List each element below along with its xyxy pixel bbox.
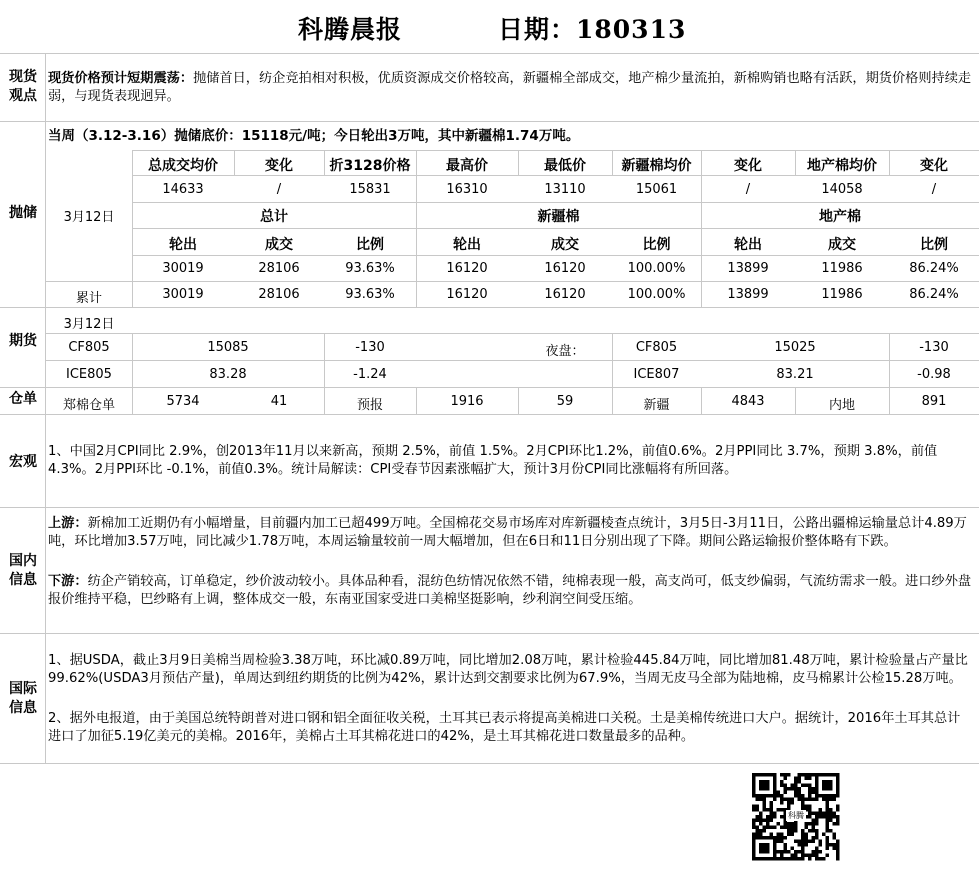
- cf-day-price: 15085: [207, 340, 249, 355]
- price_values-cell: /: [276, 182, 282, 197]
- warehouse-change: 41: [270, 394, 288, 409]
- auction-date: 3月12日: [63, 210, 115, 225]
- section-label-futures: 期货: [9, 333, 37, 349]
- forecast-value: 1916: [450, 394, 484, 409]
- ice-b-change: -0.98: [917, 367, 951, 382]
- report-date: 日期：180313: [498, 15, 687, 44]
- xinjiang-value: 4843: [731, 394, 765, 409]
- view-lead: 现货价格预计短期震荡：: [48, 71, 194, 86]
- daily-cell: 16120: [544, 261, 586, 276]
- price_headers-cell: 变化: [265, 158, 293, 174]
- macro-paragraph: 1、中国2月CPI同比 2.9%，创2013年11月以来新高，预期 2.5%，前值 1.5%。2月CPI环比1.2%，前值0.6%。2月PPI同比 3.7%，预期 3.8%，前值 4.3%。2月PPI环比 -0.1%，前值0.3%。统计局解读：CPI受春节因素涨幅扩大，预计3月份CPI同比涨幅将有所回落。: [48, 444, 938, 477]
- cumulative-cell: 13899: [727, 287, 769, 302]
- divider: [46, 281, 979, 282]
- qr-caption: 科腾: [788, 811, 804, 820]
- cumulative-cell: 30019: [162, 287, 204, 302]
- cumulative-cell: 16120: [446, 287, 488, 302]
- price_values-cell: 16310: [446, 182, 488, 197]
- price_headers-cell: 总成交均价: [148, 158, 218, 174]
- daily-cell: 16120: [446, 261, 488, 276]
- divider: [132, 255, 979, 256]
- price_values-cell: /: [931, 182, 937, 197]
- section-label-view: [0, 68, 46, 106]
- cf-night-change: -130: [919, 340, 949, 355]
- cf-night-code: CF805: [635, 340, 678, 355]
- section-label-domestic: [0, 552, 46, 590]
- domestic-downstream: [48, 573, 973, 609]
- cumulative-cell: 11986: [821, 287, 863, 302]
- section-label-intl: [0, 680, 46, 718]
- price_values-cell: 14058: [821, 182, 863, 197]
- inland-value: 891: [921, 394, 947, 409]
- price_headers-cell: 变化: [920, 158, 948, 174]
- cumulative-cell: 28106: [258, 287, 300, 302]
- warehouse-label: 郑棉仓单: [62, 398, 115, 413]
- cumulative-cell: 86.24%: [909, 287, 959, 302]
- divider: [46, 333, 979, 334]
- cumulative-cell: 100.00%: [627, 287, 686, 302]
- divider: [132, 175, 979, 176]
- price_headers-cell: 新疆棉均价: [621, 158, 692, 174]
- group-header: 地产棉: [819, 209, 861, 225]
- upstream-lead: 上游：: [48, 516, 88, 531]
- price_headers-cell: 最低价: [544, 158, 586, 174]
- price_values-cell: 13110: [544, 182, 586, 197]
- divider: [0, 121, 979, 122]
- group-header: 总计: [260, 209, 288, 225]
- sub_headers-cell: 比例: [642, 237, 671, 253]
- price_headers-cell: 地产棉均价: [807, 158, 877, 174]
- section-label-warehouse: 仓单: [9, 391, 37, 407]
- divider: [132, 202, 979, 203]
- ice-b-code: ICE807: [633, 367, 680, 382]
- ice-a-change: -1.24: [353, 367, 387, 382]
- sub_headers-cell: 比例: [356, 237, 384, 253]
- cf-night-price: 15025: [774, 340, 816, 355]
- view-paragraph: [48, 70, 973, 106]
- divider: [132, 150, 979, 151]
- daily-cell: 30019: [162, 261, 204, 276]
- ice-a-price: 83.28: [209, 367, 247, 382]
- domestic-upstream: [48, 515, 973, 551]
- cumulative-cell: 16120: [544, 287, 586, 302]
- section-label-text: 国内信息: [9, 553, 37, 588]
- section-label-text: 现货观点: [9, 69, 37, 104]
- daily-cell: 11986: [821, 261, 863, 276]
- ice-a-code: ICE805: [66, 367, 112, 382]
- cumulative-cell: 93.63%: [345, 287, 395, 302]
- xinjiang-label: 新疆: [643, 398, 670, 413]
- price_values-cell: 15831: [349, 182, 391, 197]
- downstream-text: 纺企产销较高，订单稳定，纱价波动较小。具体品种看，混纺色纺情况依然不错，纯棉表现一般，高支尚可，低支纱偏弱，气流纺需求一般。进口纱外盘报价维持平稳，巴纱略有上调，整体成交一般，东南亚国家受进口美棉坚挺影响，纱利润空间受压缩。: [48, 574, 972, 607]
- sub_headers-cell: 比例: [920, 237, 948, 253]
- inland-label: 内地: [828, 398, 855, 413]
- daily-cell: 100.00%: [627, 261, 686, 276]
- daily-cell: 28106: [258, 261, 300, 276]
- divider: [0, 633, 979, 634]
- report-header: [0, 0, 979, 54]
- section-label-text: 国际信息: [9, 681, 37, 716]
- divider: [46, 360, 979, 361]
- sub_headers-cell: 成交: [828, 237, 856, 253]
- divider: [0, 387, 979, 388]
- forecast-label: 预报: [356, 398, 383, 413]
- intl-paragraph-2: 2、据外电报道，由于美国总统特朗普对进口钢和铝全面征收关税，土耳其已表示将提高美棉进口关税。土是美棉传统进口大户。据统计，2016年土耳其总计进口了加征5.19亿美元的美棉。2016年，美棉占土耳其棉花进口的42%，是土耳其棉花进口数量最多的品种。: [48, 711, 961, 744]
- divider: [0, 307, 979, 308]
- night-label: 夜盘：: [545, 344, 585, 359]
- price_values-cell: /: [745, 182, 751, 197]
- price_headers-cell: 最高价: [446, 158, 488, 174]
- auction-summary: 当周（3.12-3.16）抛储底价：15118元/吨；今日轮出3万吨，其中新疆棉1.74万吨。: [48, 128, 580, 144]
- price_headers-cell: 折3128价格: [329, 158, 411, 174]
- divider: [0, 507, 979, 508]
- daily-cell: 93.63%: [345, 261, 395, 276]
- sub_headers-cell: 轮出: [169, 237, 197, 253]
- warehouse-count: 5734: [166, 394, 200, 409]
- sub_headers-cell: 轮出: [453, 237, 481, 253]
- section-label-macro: 宏观: [9, 454, 37, 470]
- divider: [132, 228, 979, 229]
- qr-code: [742, 772, 850, 862]
- forecast-change: 59: [556, 394, 574, 409]
- section-label-auction: 抛储: [9, 205, 37, 221]
- upstream-text: 新棉加工近期仍有小幅增量，目前疆内加工已超499万吨。全国棉花交易市场库对库新疆棱查点统计，3月5日-3月11日，公路出疆棉运输量总计4.89万吨，环比增加3.57万吨，同比减少1.78万吨，本周运输量较前一周大幅增加，但在6日和11日分别出现了下降。期间公路运输报价整体略有下跌。: [48, 516, 967, 549]
- cf-day-code: CF805: [68, 340, 110, 355]
- price_values-cell: 15061: [635, 182, 678, 197]
- futures-date: 3月12日: [63, 317, 115, 332]
- sub_headers-cell: 成交: [551, 237, 579, 253]
- cf-day-change: -130: [355, 340, 385, 355]
- divider: [0, 414, 979, 415]
- sub_headers-cell: 轮出: [734, 237, 762, 253]
- daily-cell: 86.24%: [909, 261, 959, 276]
- price_values-cell: 14633: [162, 182, 204, 197]
- downstream-lead: 下游：: [48, 574, 88, 589]
- intl-paragraph-1: 1、据USDA，截止3月9日美棉当周检验3.38万吨，环比减0.89万吨，同比增加2.08万吨，累计检验445.84万吨，同比增加81.48万吨，累计检验量占产量比99.62%(USDA3月预估产量)，单周达到纽约期货的比例为42%，累计达到交割要求比例为67.9%，当周无皮马全部为陆地棉，皮马棉累计公检15.28万吨。: [48, 653, 968, 686]
- divider: [0, 763, 979, 764]
- group-header: 新疆棉: [537, 209, 580, 225]
- daily-cell: 13899: [727, 261, 769, 276]
- cumulative-label: 累计: [75, 291, 102, 306]
- sub_headers-cell: 成交: [265, 237, 293, 253]
- view-text: 抛储首日，纺企竞拍相对积极，优质资源成交价格较高，新疆棉全部成交，地产棉少量流拍，新棉购销也略有活跃，期货价格则持续走弱，与现货表现迥异。: [48, 71, 972, 104]
- report-title: 科腾晨报: [298, 15, 403, 44]
- price_headers-cell: 变化: [734, 158, 762, 174]
- ice-b-price: 83.21: [776, 367, 814, 382]
